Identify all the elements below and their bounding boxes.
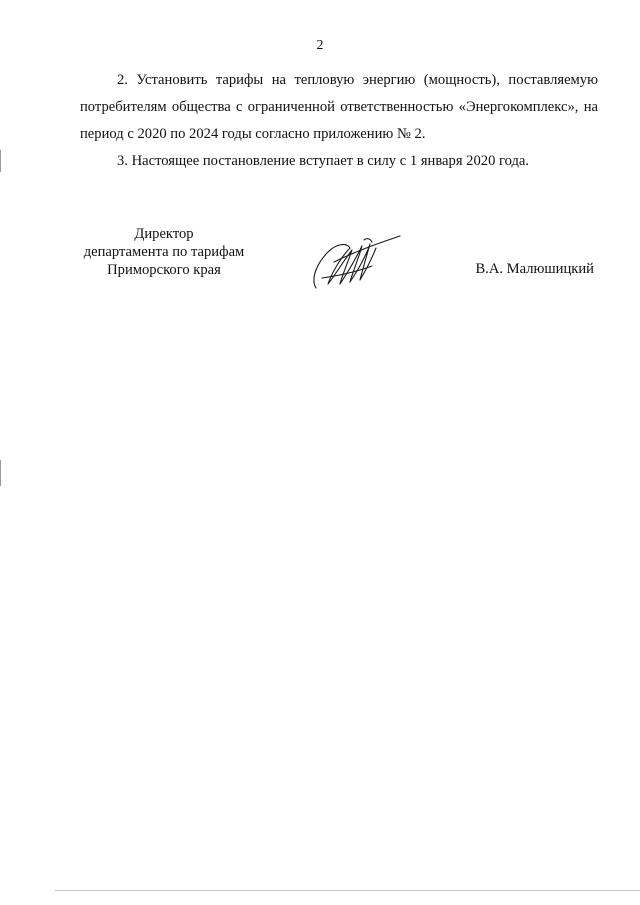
paragraph-2-line-3: на период с 2020 по 2024 годы согласно приложению № 2. — [80, 99, 598, 142]
page-number: 2 — [316, 38, 324, 53]
signatory-position-line-2: департамента по тарифам — [83, 244, 245, 260]
scan-margin-mark — [0, 460, 1, 486]
paragraph-3-line-1: 3. Настоящее постановление вступает в силу с 1 января 2020 года. — [117, 153, 530, 169]
paragraph-2-line-1: 2. Установить тарифы на тепловую энергию (мощность), поставляемую — [117, 72, 598, 88]
scan-bottom-edge — [55, 890, 640, 891]
signatory-position-line-3: Приморского края — [107, 262, 221, 278]
paragraph-3 — [80, 148, 598, 175]
signatory-position — [76, 225, 252, 279]
scan-margin-mark — [0, 150, 1, 172]
paragraph-2-line-2: потребителям общества с ограниченной ответственностью «Энергокомплекс», — [80, 99, 579, 115]
signatory-name: В.А. Малюшицкий — [475, 261, 594, 277]
paragraph-2 — [80, 67, 598, 148]
handwritten-signature — [306, 232, 402, 292]
document-body — [80, 67, 598, 175]
signatory-position-line-1: Директор — [134, 226, 194, 242]
